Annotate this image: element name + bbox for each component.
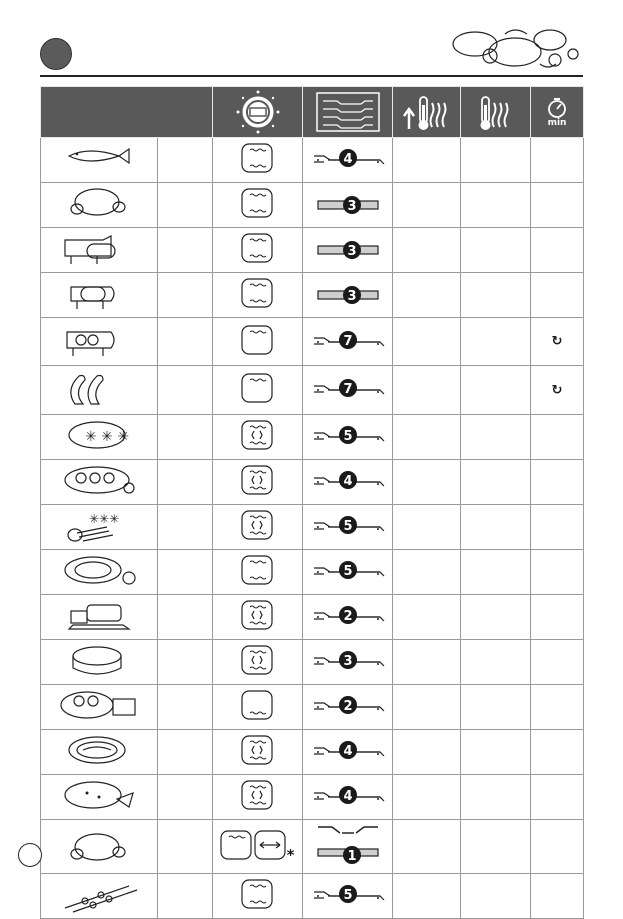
fan-heat-mode-icon [240, 464, 276, 500]
mode-cell [213, 775, 303, 820]
mode-cell [213, 460, 303, 505]
shelf-level-icon [308, 554, 388, 590]
fish-icon [57, 138, 141, 182]
temperature-cell [461, 460, 531, 505]
preheat-cell [393, 730, 461, 775]
heat-mode-icon [240, 554, 276, 590]
header-mode [213, 87, 303, 138]
table-row [41, 595, 584, 640]
mode-cell [213, 685, 303, 730]
time-cell [531, 685, 584, 730]
time-cell [531, 415, 584, 460]
heat-mode-icon [240, 878, 276, 914]
preheat-cell [393, 273, 461, 318]
preheat-cell [393, 366, 461, 415]
apple-tart-icon [57, 550, 141, 594]
shelf-level-icon [308, 419, 388, 455]
time-cell [531, 318, 584, 366]
preheat-cell [393, 460, 461, 505]
food-cell [41, 138, 158, 183]
notes-cell [158, 183, 213, 228]
header-food [41, 87, 213, 138]
food-cell [41, 820, 158, 874]
table-row [41, 730, 584, 775]
temperature-cell [461, 505, 531, 550]
temperature-cell [461, 595, 531, 640]
food-cell [41, 874, 158, 919]
shelf-level-icon [308, 464, 388, 500]
shelf-cell [303, 730, 393, 775]
notes-cell [158, 595, 213, 640]
mode-cell [213, 273, 303, 318]
table-row [41, 460, 584, 505]
timer-icon [547, 97, 567, 119]
shelf-cell [303, 183, 393, 228]
svg-text:3: 3 [347, 244, 357, 259]
preheat-cell [393, 550, 461, 595]
table-row [41, 874, 584, 919]
shelf-level-icon [308, 821, 388, 873]
svg-text:✳✳✳: ✳✳✳ [89, 512, 120, 526]
temperature-cell [461, 730, 531, 775]
time-cell [531, 775, 584, 820]
food-illustration-icon [445, 24, 585, 72]
time-cell [531, 273, 584, 318]
turn-over-icon: ↻ [551, 334, 563, 349]
frozen-pizza-icon [57, 415, 141, 459]
temperature-cell [461, 685, 531, 730]
food-cell [41, 183, 158, 228]
food-cell [41, 273, 158, 318]
shelf-cell [303, 640, 393, 685]
temperature-cell [461, 183, 531, 228]
cheesecake-icon [57, 640, 141, 684]
food-cell [41, 640, 158, 685]
heat-mode-icon [240, 187, 276, 223]
table-row [41, 366, 584, 415]
header-temperature [461, 87, 531, 138]
timer-unit-label: min [547, 117, 567, 128]
shelf-cell [303, 415, 393, 460]
temperature-cell [461, 775, 531, 820]
table-row [41, 183, 584, 228]
food-cell [41, 550, 158, 595]
svg-text:3: 3 [343, 654, 353, 669]
rotisserie-mode-icon [219, 829, 289, 865]
notes-cell [158, 415, 213, 460]
table-row [41, 685, 584, 730]
shelf-cell [303, 273, 393, 318]
shelf-level-icon [308, 878, 388, 914]
mode-cell [213, 820, 303, 874]
header-timer [531, 87, 584, 138]
notes-cell [158, 775, 213, 820]
preheat-cell [393, 505, 461, 550]
fan-heat-mode-icon [240, 509, 276, 545]
shelf-cell [303, 228, 393, 273]
svg-text:3: 3 [347, 289, 357, 304]
time-cell [531, 874, 584, 919]
fan-heat-mode-icon [240, 599, 276, 635]
notes-cell [158, 685, 213, 730]
heat-mode-icon [240, 142, 276, 178]
time-cell [531, 730, 584, 775]
mode-cell [213, 595, 303, 640]
heat-mode-icon [240, 689, 276, 725]
mode-cell [213, 505, 303, 550]
table-row [41, 228, 584, 273]
time-cell [531, 550, 584, 595]
shelf-cell [303, 775, 393, 820]
temperature-cell [461, 138, 531, 183]
table-row [41, 273, 584, 318]
heat-mode-icon [240, 324, 276, 360]
page-number-marker [18, 843, 42, 867]
food-cell [41, 595, 158, 640]
shelf-level-icon [308, 277, 388, 313]
svg-text:5: 5 [343, 519, 353, 534]
header-preheat [393, 87, 461, 138]
time-cell [531, 640, 584, 685]
footnote-asterisk: * [286, 845, 295, 864]
notes-cell [158, 273, 213, 318]
preheat-cell [393, 138, 461, 183]
preheat-cell [393, 183, 461, 228]
svg-text:4: 4 [343, 152, 353, 167]
mode-cell [213, 318, 303, 366]
table-row [41, 138, 584, 183]
temperature-icon [474, 91, 518, 133]
temperature-cell [461, 820, 531, 874]
fan-heat-mode-icon [240, 644, 276, 680]
mode-cell [213, 730, 303, 775]
shelf-level-icon [308, 187, 388, 223]
food-cell [41, 775, 158, 820]
skewers-icon [57, 874, 141, 918]
shelf-level-icon [308, 599, 388, 635]
time-cell [531, 138, 584, 183]
time-cell [531, 595, 584, 640]
shelf-level-icon [308, 734, 388, 770]
heat-mode-icon [240, 372, 276, 408]
shelf-level-icon [308, 644, 388, 680]
time-cell [531, 820, 584, 874]
fan-heat-mode-icon [240, 419, 276, 455]
preheat-cell [393, 775, 461, 820]
mode-cell [213, 640, 303, 685]
shelf-cell [303, 138, 393, 183]
shelf-level-icon [308, 142, 388, 178]
tartlets-waffles-icon [57, 685, 141, 729]
shelf-cell [303, 460, 393, 505]
mode-cell [213, 366, 303, 415]
table-row [41, 505, 584, 550]
pizza-icon [57, 775, 141, 819]
frozen-fries-icon [57, 505, 141, 549]
temperature-cell [461, 318, 531, 366]
temperature-cell [461, 366, 531, 415]
svg-text:4: 4 [343, 744, 353, 759]
header-rule [40, 75, 583, 77]
rotisserie-chicken-icon [57, 825, 141, 869]
shelf-level-icon [308, 689, 388, 725]
temperature-cell [461, 550, 531, 595]
preheat-cell [393, 820, 461, 874]
food-cell [41, 460, 158, 505]
notes-cell [158, 640, 213, 685]
notes-cell [158, 730, 213, 775]
cooking-table [40, 86, 584, 919]
notes-cell [158, 874, 213, 919]
svg-text:4: 4 [343, 474, 353, 489]
notes-cell [158, 460, 213, 505]
mode-cell [213, 138, 303, 183]
svg-text:4: 4 [343, 789, 353, 804]
svg-text:2: 2 [343, 609, 353, 624]
header-shelf [303, 87, 393, 138]
food-cell [41, 366, 158, 415]
shelf-level-icon [308, 324, 388, 360]
food-cell [41, 228, 158, 273]
preheat-cell [393, 228, 461, 273]
shelf-level-icon [308, 779, 388, 815]
table-row [41, 775, 584, 820]
time-cell [531, 366, 584, 415]
oven-shelves-icon [315, 91, 381, 133]
stuffed-tomatoes-icon [57, 460, 141, 504]
time-cell [531, 505, 584, 550]
shelf-level-icon [308, 232, 388, 268]
turn-over-icon: ↻ [551, 382, 563, 398]
svg-text:5: 5 [343, 888, 353, 903]
cake-loaf-icon [57, 595, 141, 639]
food-cell [41, 730, 158, 775]
svg-text:3: 3 [347, 199, 357, 214]
shelf-cell [303, 505, 393, 550]
svg-text:5: 5 [343, 564, 353, 579]
mode-cell [213, 183, 303, 228]
chicken-icon [57, 183, 141, 227]
preheat-thermometer-icon [401, 91, 453, 133]
notes-cell [158, 366, 213, 415]
shelf-cell [303, 685, 393, 730]
shelf-level-icon [308, 509, 388, 545]
preheat-cell [393, 685, 461, 730]
table-row [41, 415, 584, 460]
pork-chops-icon [57, 320, 141, 364]
section-marker-icon [40, 38, 72, 70]
shelf-cell [303, 318, 393, 366]
fan-heat-mode-icon [240, 779, 276, 815]
time-cell [531, 228, 584, 273]
notes-cell [158, 505, 213, 550]
food-cell [41, 685, 158, 730]
temperature-cell [461, 273, 531, 318]
svg-text:2: 2 [343, 699, 353, 714]
food-cell [41, 318, 158, 366]
shelf-cell [303, 366, 393, 415]
notes-cell [158, 318, 213, 366]
pie-icon [57, 730, 141, 774]
table-row [41, 640, 584, 685]
notes-cell [158, 550, 213, 595]
shelf-cell [303, 595, 393, 640]
shelf-level-icon [308, 372, 388, 408]
temperature-cell [461, 415, 531, 460]
time-cell [531, 460, 584, 505]
shelf-cell [303, 550, 393, 595]
svg-text:7: 7 [343, 333, 353, 349]
mode-cell [213, 874, 303, 919]
beef-roast-icon [57, 228, 141, 272]
shelf-cell [303, 874, 393, 919]
oven-mode-dial-icon [234, 89, 282, 135]
svg-text:✳ ✳ ✳: ✳ ✳ ✳ [85, 429, 130, 445]
table-row [41, 820, 584, 874]
preheat-cell [393, 640, 461, 685]
pork-roast-icon [57, 273, 141, 317]
heat-mode-icon [240, 232, 276, 268]
food-cell [41, 505, 158, 550]
notes-cell [158, 138, 213, 183]
table-row [41, 318, 584, 366]
time-cell [531, 183, 584, 228]
notes-cell [158, 228, 213, 273]
table-header-row [41, 87, 584, 138]
preheat-cell [393, 318, 461, 366]
temperature-cell [461, 228, 531, 273]
sausages-icon [57, 368, 141, 412]
svg-text:5: 5 [343, 429, 353, 444]
preheat-cell [393, 595, 461, 640]
temperature-cell [461, 640, 531, 685]
mode-cell [213, 550, 303, 595]
svg-text:7: 7 [343, 382, 353, 397]
mode-cell [213, 228, 303, 273]
preheat-cell [393, 874, 461, 919]
notes-cell [158, 820, 213, 874]
heat-mode-icon [240, 277, 276, 313]
temperature-cell [461, 874, 531, 919]
table-row [41, 550, 584, 595]
mode-cell [213, 415, 303, 460]
shelf-cell [303, 820, 393, 874]
svg-text:1: 1 [347, 848, 357, 864]
food-cell [41, 415, 158, 460]
fan-heat-mode-icon [240, 734, 276, 770]
preheat-cell [393, 415, 461, 460]
